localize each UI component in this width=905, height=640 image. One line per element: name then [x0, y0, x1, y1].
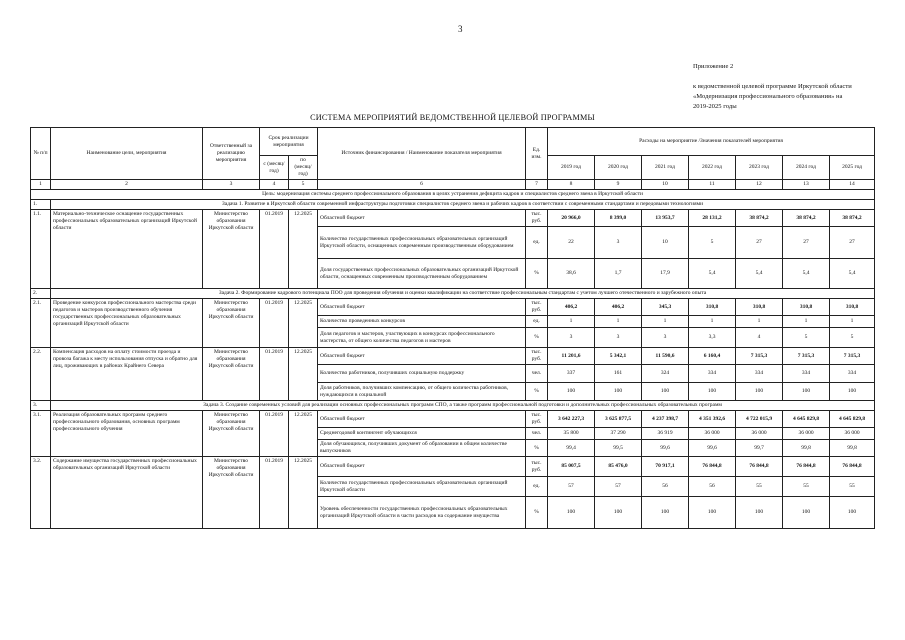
- indicator-value: 5: [783, 328, 830, 348]
- indicator-value: 324: [642, 365, 689, 383]
- measure-to: 12.2025: [289, 210, 318, 289]
- indicator-label: Областной бюджет: [318, 348, 526, 365]
- indicator-value: 100: [689, 383, 736, 401]
- measure-name: Содержание имущества государственных профессиональных образовательных организаций Иркутской области: [51, 457, 203, 529]
- indicator-value: 3: [548, 328, 595, 348]
- indicator-value: 28 131,2: [689, 210, 736, 227]
- indicator-unit: чел.: [526, 365, 548, 383]
- indicator-unit: тыс. руб.: [526, 210, 548, 227]
- indicator-value: 1: [548, 316, 595, 328]
- indicator-value: 5,4: [830, 259, 875, 289]
- indicator-value: 7 315,3: [736, 348, 783, 365]
- indicator-value: 100: [595, 497, 642, 529]
- column-number: 8: [548, 180, 595, 190]
- indicator-label: Среднегодовой контингент обучающихся: [318, 428, 526, 440]
- task-row: [31, 289, 875, 299]
- indicator-value: 1,7: [595, 259, 642, 289]
- indicator-value: 70 917,1: [642, 457, 689, 477]
- indicator-value: 36 000: [736, 428, 783, 440]
- indicator-value: 337: [548, 365, 595, 383]
- header-source: Источник финансирования / Наименование показателя мероприятия: [318, 128, 526, 180]
- appendix-label: Приложение 2: [693, 63, 734, 70]
- header-term-to: по (месяц/год): [289, 156, 318, 180]
- task-title: Задача 2. Формирование кадрового потенциала ПОО для проведения обучения и оценки квалификации на соответствие профессиональным стандартам с учетом лучшего отечественного и зарубежного опыта: [51, 289, 875, 299]
- measure-responsible: Министерство образования Иркутской области: [203, 457, 260, 529]
- indicator-value: 310,8: [783, 299, 830, 316]
- indicator-value: 100: [783, 497, 830, 529]
- indicator-value: 57: [595, 477, 642, 497]
- indicator-unit: тыс. руб.: [526, 299, 548, 316]
- indicator-label: Количество государственных профессиональных образовательных организаций Иркутской области, оснащенных современным производственным оборудованием: [318, 227, 526, 259]
- indicator-value: 76 844,8: [736, 457, 783, 477]
- header-year: 2023 год: [736, 156, 783, 180]
- indicator-value: 334: [830, 365, 875, 383]
- indicator-value: 38 874,2: [736, 210, 783, 227]
- indicator-label: Областной бюджет: [318, 411, 526, 428]
- header-name: Наименование цели, мероприятия: [51, 128, 203, 180]
- measure-name: Материально-техническое оснащение государственных профессиональных образовательных организаций Иркутской области: [51, 210, 203, 289]
- measure-to: 12.2025: [289, 411, 318, 457]
- column-number: 11: [689, 180, 736, 190]
- indicator-value: 3: [595, 227, 642, 259]
- header-unit: Ед. изм.: [526, 128, 548, 180]
- indicator-value: 100: [548, 497, 595, 529]
- measure-responsible: Министерство образования Иркутской области: [203, 411, 260, 457]
- header-responsible: Ответственный за реализацию мероприятия: [203, 128, 260, 180]
- column-number: 13: [783, 180, 830, 190]
- indicator-value: 3 625 877,5: [595, 411, 642, 428]
- indicator-value: 100: [830, 497, 875, 529]
- measure-from: 01.2019: [260, 348, 289, 401]
- measure-to: 12.2025: [289, 348, 318, 401]
- measure-name: Проведение конкурсов профессионального мастерства среди педагогов и мастеров производственного обучения государственных профессиональных образовательных организаций Иркутской области: [51, 299, 203, 348]
- measure-row: [31, 348, 875, 365]
- measure-number: 3.1.: [31, 411, 51, 457]
- goal-text: Цель: модернизация системы среднего профессионального образования в целях устранения дефицита кадров и специалистов среднего звена в Иркутской области: [31, 190, 875, 200]
- measure-row: [31, 411, 875, 428]
- indicator-value: 8 399,0: [595, 210, 642, 227]
- indicator-value: 4 351 392,6: [689, 411, 736, 428]
- indicator-unit: ед.: [526, 316, 548, 328]
- header-year: 2019 год: [548, 156, 595, 180]
- measures-table: [30, 127, 875, 529]
- indicator-value: 1: [595, 316, 642, 328]
- task-row: [31, 200, 875, 210]
- indicator-value: 55: [830, 477, 875, 497]
- indicator-value: 38 874,2: [830, 210, 875, 227]
- indicator-value: 56: [642, 477, 689, 497]
- column-number: 10: [642, 180, 689, 190]
- indicator-value: 36 919: [642, 428, 689, 440]
- indicator-label: Доля педагогов и мастеров, участвующих в конкурсах профессионального мастерства, от общего количества педагогов и мастеров: [318, 328, 526, 348]
- indicator-value: 99,5: [595, 440, 642, 457]
- indicator-value: 334: [689, 365, 736, 383]
- indicator-value: 35 800: [548, 428, 595, 440]
- header-term: Срок реализации мероприятия: [260, 128, 318, 156]
- indicator-value: 310,8: [830, 299, 875, 316]
- indicator-value: 57: [548, 477, 595, 497]
- column-number: 6: [318, 180, 526, 190]
- indicator-label: Уровень обеспеченности государственных профессиональных образовательных организаций Иркутской области в части расходов на содержание имущества: [318, 497, 526, 529]
- measure-to: 12.2025: [289, 299, 318, 348]
- measure-from: 01.2019: [260, 411, 289, 457]
- task-number: 1.: [31, 200, 51, 210]
- indicator-value: 56: [689, 477, 736, 497]
- column-number: 14: [830, 180, 875, 190]
- goal-row: [31, 190, 875, 200]
- measure-name: Компенсация расходов на оплату стоимости проезда и провоза багажа к месту использования отпуска и обратно для лиц, проживающих в районах Крайнего Севера: [51, 348, 203, 401]
- indicator-value: 7 315,3: [783, 348, 830, 365]
- indicator-value: 1: [783, 316, 830, 328]
- header-costs: Расходы на мероприятие /Значения показателей мероприятия: [548, 128, 875, 156]
- indicator-label: Количество работников, получивших социальную поддержку: [318, 365, 526, 383]
- indicator-label: Областной бюджет: [318, 299, 526, 316]
- indicator-unit: тыс. руб.: [526, 411, 548, 428]
- indicator-value: 10: [642, 227, 689, 259]
- column-number: 3: [203, 180, 260, 190]
- task-title: Задача 1. Развитие в Иркутской области современной инфраструктуры подготовки специалистов среднего звена и рабочих кадров в соответствии с современными стандартами и передовыми технологиями: [51, 200, 875, 210]
- column-number: 4: [260, 180, 289, 190]
- header-year: 2024 год: [783, 156, 830, 180]
- indicator-value: 55: [736, 477, 783, 497]
- indicator-value: 100: [783, 383, 830, 401]
- indicator-unit: %: [526, 383, 548, 401]
- indicator-value: 5 342,1: [595, 348, 642, 365]
- indicator-value: 310,8: [736, 299, 783, 316]
- indicator-label: Доля государственных профессиональных образовательных организаций Иркутской области, оснащенных современным производственным оборудованием: [318, 259, 526, 289]
- indicator-unit: ед.: [526, 227, 548, 259]
- indicator-value: 1: [689, 316, 736, 328]
- indicator-value: 6 160,4: [689, 348, 736, 365]
- measure-name: Реализация образовательных программ среднего профессионального образования, основных программ профессионального обучения: [51, 411, 203, 457]
- header-year: 2020 год: [595, 156, 642, 180]
- indicator-value: 38 874,2: [783, 210, 830, 227]
- indicator-value: 27: [783, 227, 830, 259]
- indicator-value: 100: [595, 383, 642, 401]
- indicator-label: Областной бюджет: [318, 457, 526, 477]
- measure-to: 12.2025: [289, 457, 318, 529]
- indicator-unit: %: [526, 328, 548, 348]
- column-number: 12: [736, 180, 783, 190]
- column-number: 2: [51, 180, 203, 190]
- indicator-value: 20 966,0: [548, 210, 595, 227]
- indicator-value: 334: [783, 365, 830, 383]
- indicator-value: 27: [736, 227, 783, 259]
- indicator-value: 36 000: [783, 428, 830, 440]
- indicator-value: 100: [689, 497, 736, 529]
- indicator-value: 100: [736, 383, 783, 401]
- indicator-unit: тыс. руб.: [526, 348, 548, 365]
- indicator-value: 4 722 015,9: [736, 411, 783, 428]
- measure-responsible: Министерство образования Иркутской области: [203, 348, 260, 401]
- indicator-value: 5,4: [689, 259, 736, 289]
- indicator-label: Количество проведенных конкурсов: [318, 316, 526, 328]
- indicator-unit: тыс. руб.: [526, 457, 548, 477]
- appendix-description: к ведомственной целевой программе Иркутской области «Модернизация профессионального образования» на 2019-2025 годы: [693, 83, 852, 110]
- indicator-value: 4: [736, 328, 783, 348]
- indicator-unit: %: [526, 440, 548, 457]
- indicator-value: 11 590,6: [642, 348, 689, 365]
- page-number: 3: [458, 24, 463, 34]
- indicator-value: 5,4: [783, 259, 830, 289]
- header-year: 2025 год: [830, 156, 875, 180]
- indicator-value: 36 000: [689, 428, 736, 440]
- indicator-label: Количество государственных профессиональных образовательных организаций Иркутской области: [318, 477, 526, 497]
- indicator-value: 3 642 227,3: [548, 411, 595, 428]
- indicator-value: 99,6: [689, 440, 736, 457]
- indicator-value: 345,3: [642, 299, 689, 316]
- measure-number: 1.1.: [31, 210, 51, 289]
- task-number: 2.: [31, 289, 51, 299]
- indicator-value: 1: [830, 316, 875, 328]
- header-year: 2021 год: [642, 156, 689, 180]
- header-year: 2022 год: [689, 156, 736, 180]
- indicator-value: 406,2: [548, 299, 595, 316]
- task-title: Задача 3. Создание современных условий для реализации основных профессиональных программ СПО, а также программ профессиональной подготовки и дополнительных профессиональных образовательных программ: [51, 401, 875, 411]
- indicator-value: 37 290: [595, 428, 642, 440]
- indicator-value: 76 844,8: [689, 457, 736, 477]
- task-row: [31, 401, 875, 411]
- indicator-value: 334: [736, 365, 783, 383]
- indicator-value: 4 645 829,8: [783, 411, 830, 428]
- indicator-value: 161: [595, 365, 642, 383]
- indicator-value: 100: [548, 383, 595, 401]
- measure-responsible: Министерство образования Иркутской области: [203, 210, 260, 289]
- indicator-value: 3,3: [689, 328, 736, 348]
- indicator-value: 22: [548, 227, 595, 259]
- indicator-value: 1: [736, 316, 783, 328]
- indicator-value: 1: [642, 316, 689, 328]
- indicator-value: 85 476,0: [595, 457, 642, 477]
- measure-responsible: Министерство образования Иркутской области: [203, 299, 260, 348]
- indicator-value: 406,2: [595, 299, 642, 316]
- measure-number: 2.1.: [31, 299, 51, 348]
- indicator-value: 5,4: [736, 259, 783, 289]
- measure-row: [31, 210, 875, 227]
- indicator-value: 85 007,5: [548, 457, 595, 477]
- indicator-label: Областной бюджет: [318, 210, 526, 227]
- measure-number: 2.2.: [31, 348, 51, 401]
- indicator-value: 4 237 398,7: [642, 411, 689, 428]
- measure-row: [31, 299, 875, 316]
- column-number: 1: [31, 180, 51, 190]
- indicator-value: 100: [736, 497, 783, 529]
- header-term-from: с (месяц/год): [260, 156, 289, 180]
- indicator-value: 27: [830, 227, 875, 259]
- indicator-unit: %: [526, 259, 548, 289]
- table-header-row: [31, 128, 875, 156]
- indicator-value: 36 000: [830, 428, 875, 440]
- appendix-note: [693, 62, 853, 112]
- indicator-value: 100: [642, 383, 689, 401]
- indicator-value: 11 201,6: [548, 348, 595, 365]
- measure-number: 3.2.: [31, 457, 51, 529]
- column-number: 9: [595, 180, 642, 190]
- measure-from: 01.2019: [260, 210, 289, 289]
- indicator-value: 17,9: [642, 259, 689, 289]
- measure-row: [31, 457, 875, 477]
- indicator-value: 55: [783, 477, 830, 497]
- header-num: № п/п: [31, 128, 51, 180]
- indicator-value: 310,8: [689, 299, 736, 316]
- indicator-unit: чел.: [526, 428, 548, 440]
- indicator-value: 99,8: [783, 440, 830, 457]
- indicator-value: 5: [830, 328, 875, 348]
- column-numbers-row: [31, 180, 875, 190]
- indicator-value: 99,7: [736, 440, 783, 457]
- indicator-value: 4 645 829,8: [830, 411, 875, 428]
- indicator-value: 7 315,3: [830, 348, 875, 365]
- indicator-value: 3: [595, 328, 642, 348]
- indicator-label: Доля обучающихся, получивших документ об образовании в общем количестве выпускников: [318, 440, 526, 457]
- indicator-value: 100: [642, 497, 689, 529]
- indicator-value: 13 953,7: [642, 210, 689, 227]
- indicator-value: 100: [830, 383, 875, 401]
- indicator-value: 99,4: [548, 440, 595, 457]
- indicator-value: 5: [689, 227, 736, 259]
- indicator-value: 76 844,8: [783, 457, 830, 477]
- measure-from: 01.2019: [260, 299, 289, 348]
- column-number: 7: [526, 180, 548, 190]
- table-body: [31, 190, 875, 529]
- indicator-value: 3: [642, 328, 689, 348]
- task-number: 3.: [31, 401, 51, 411]
- indicator-value: 99,6: [642, 440, 689, 457]
- indicator-value: 99,8: [830, 440, 875, 457]
- column-number: 5: [289, 180, 318, 190]
- indicator-value: 76 844,8: [830, 457, 875, 477]
- indicator-value: 38,6: [548, 259, 595, 289]
- indicator-unit: %: [526, 497, 548, 529]
- measure-from: 01.2019: [260, 457, 289, 529]
- indicator-label: Доля работников, получивших компенсацию, от общего количества работников, нуждающихся в социальной: [318, 383, 526, 401]
- document-title: СИСТЕМА МЕРОПРИЯТИЙ ВЕДОМСТВЕННОЙ ЦЕЛЕВОЙ ПРОГРАММЫ: [310, 113, 595, 122]
- indicator-unit: ед.: [526, 477, 548, 497]
